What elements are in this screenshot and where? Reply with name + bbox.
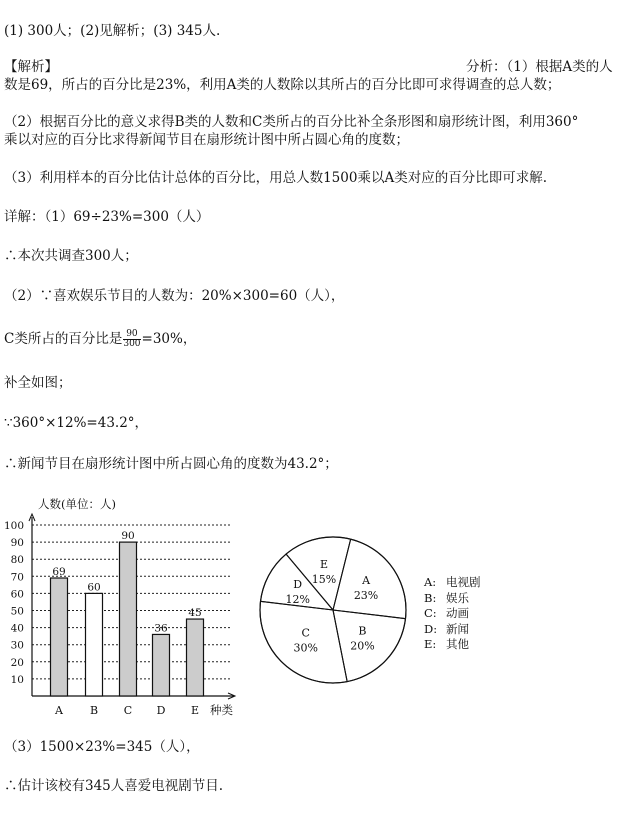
detail-line-4-suffix: =30%， (141, 331, 197, 347)
fraction-denominator: 300 (123, 339, 141, 349)
detail-line-5: 补全如图； (4, 375, 72, 391)
bar-B (86, 593, 103, 696)
legend-key: C: (424, 606, 437, 620)
pie-slice-percent: 12% (285, 592, 310, 606)
bar-C (120, 542, 137, 696)
y-tick-label: 50 (10, 605, 24, 618)
detail-line-9: ∴估计该校有345人喜爱电视剧节目. (4, 778, 224, 794)
bar-value-label: 60 (87, 581, 101, 594)
detail-line-8: （3）1500×23%=345（人）， (4, 739, 200, 755)
y-tick-label: 90 (10, 537, 24, 550)
y-tick-label: 70 (10, 571, 24, 584)
fraction (123, 330, 140, 349)
x-tick-label: B (89, 704, 99, 717)
legend-item (424, 606, 481, 622)
pie-slice-label: A (362, 574, 371, 588)
analysis-head: 分析：（1）根据A类的人 (466, 59, 613, 75)
bar-value-label: 90 (121, 530, 135, 543)
y-tick-label: 10 (10, 673, 24, 686)
legend-item (424, 637, 481, 653)
detail-line-4 (4, 330, 196, 349)
detail-line-2: ∴本次共调查300人； (4, 248, 138, 264)
bar-value-label: 69 (52, 566, 66, 579)
legend-item (424, 622, 481, 638)
answer-line: (1) 300人；(2)见解析；(3) 345人. (4, 23, 221, 39)
bar-value-label: 45 (188, 607, 202, 620)
x-tick-label: C (123, 704, 133, 717)
x-axis-label: 种类 (210, 703, 233, 717)
legend-item (424, 575, 481, 591)
bar-value-label: 36 (154, 622, 168, 635)
analysis-line-4: （3）利用样本的百分比估计总体的百分比，用总人数1500乘以A类对应的百分比即可求解. (4, 170, 547, 186)
legend-key: B: (424, 590, 437, 605)
legend-name: 新闻 (446, 621, 469, 636)
detail-line-7: ∴新闻节目在扇形统计图中所占圆心角的度数为43.2°； (4, 456, 338, 472)
analysis-line-1: 数是69，所占的百分比是23%，利用A类的人数除以其所占的百分比即可求得调查的总人数； (4, 77, 561, 93)
legend-name: 娱乐 (446, 590, 469, 605)
detail-line-1: 详解：（1）69÷23%=300（人） (4, 209, 210, 225)
analysis-tag: 【解析】 (4, 59, 58, 75)
y-tick-label: 100 (3, 520, 24, 532)
y-tick-label: 30 (10, 639, 24, 652)
pie-slice-label: E (319, 557, 328, 571)
pie-slice-label: D (293, 577, 303, 591)
bar-D (153, 634, 170, 696)
pie-slice-label: B (358, 624, 367, 638)
legend-key: E: (424, 637, 437, 651)
y-tick-label: 40 (10, 622, 24, 635)
pie-slice-percent: 15% (311, 572, 337, 586)
x-tick-label: D (156, 704, 166, 717)
pie-slice-percent: 30% (293, 641, 318, 655)
y-axis-label: 人数(单位：人) (38, 497, 116, 511)
legend-key: D: (424, 621, 438, 636)
analysis-line-2: （2）根据百分比的意义求得B类的人数和C类所占的百分比补全条形图和扇形统计图，利用360° (4, 114, 579, 130)
legend-name: 动画 (446, 606, 469, 620)
pie-legend (424, 575, 481, 653)
x-tick-label: E (190, 704, 200, 717)
y-tick-label: 60 (10, 588, 24, 601)
bar-E (187, 619, 204, 696)
y-tick-label: 20 (10, 656, 24, 669)
pie-slice-label: C (301, 626, 310, 640)
legend-item (424, 591, 481, 607)
pie-slice-percent: 20% (350, 639, 375, 653)
bar-chart (0, 488, 260, 724)
detail-line-4-prefix: C类所占的百分比是 (4, 331, 123, 347)
detail-line-3: （2）∵喜欢娱乐节目的人数为：20%×300=60（人）， (4, 288, 345, 304)
x-tick-label: A (55, 704, 63, 717)
y-tick-label: 80 (10, 554, 24, 567)
bar-A (51, 578, 68, 696)
pie-slice-percent: 23% (353, 589, 379, 603)
detail-line-6: ∵360°×12%=43.2°， (4, 415, 149, 431)
legend-key: A: (424, 575, 437, 589)
analysis-line-3: 乘以对应的百分比求得新闻节目在扇形统计图中所占圆心角的度数； (4, 132, 409, 148)
legend-name: 电视剧 (446, 575, 481, 589)
fraction-numerator: 90 (123, 330, 140, 340)
legend-name: 其他 (446, 637, 469, 651)
